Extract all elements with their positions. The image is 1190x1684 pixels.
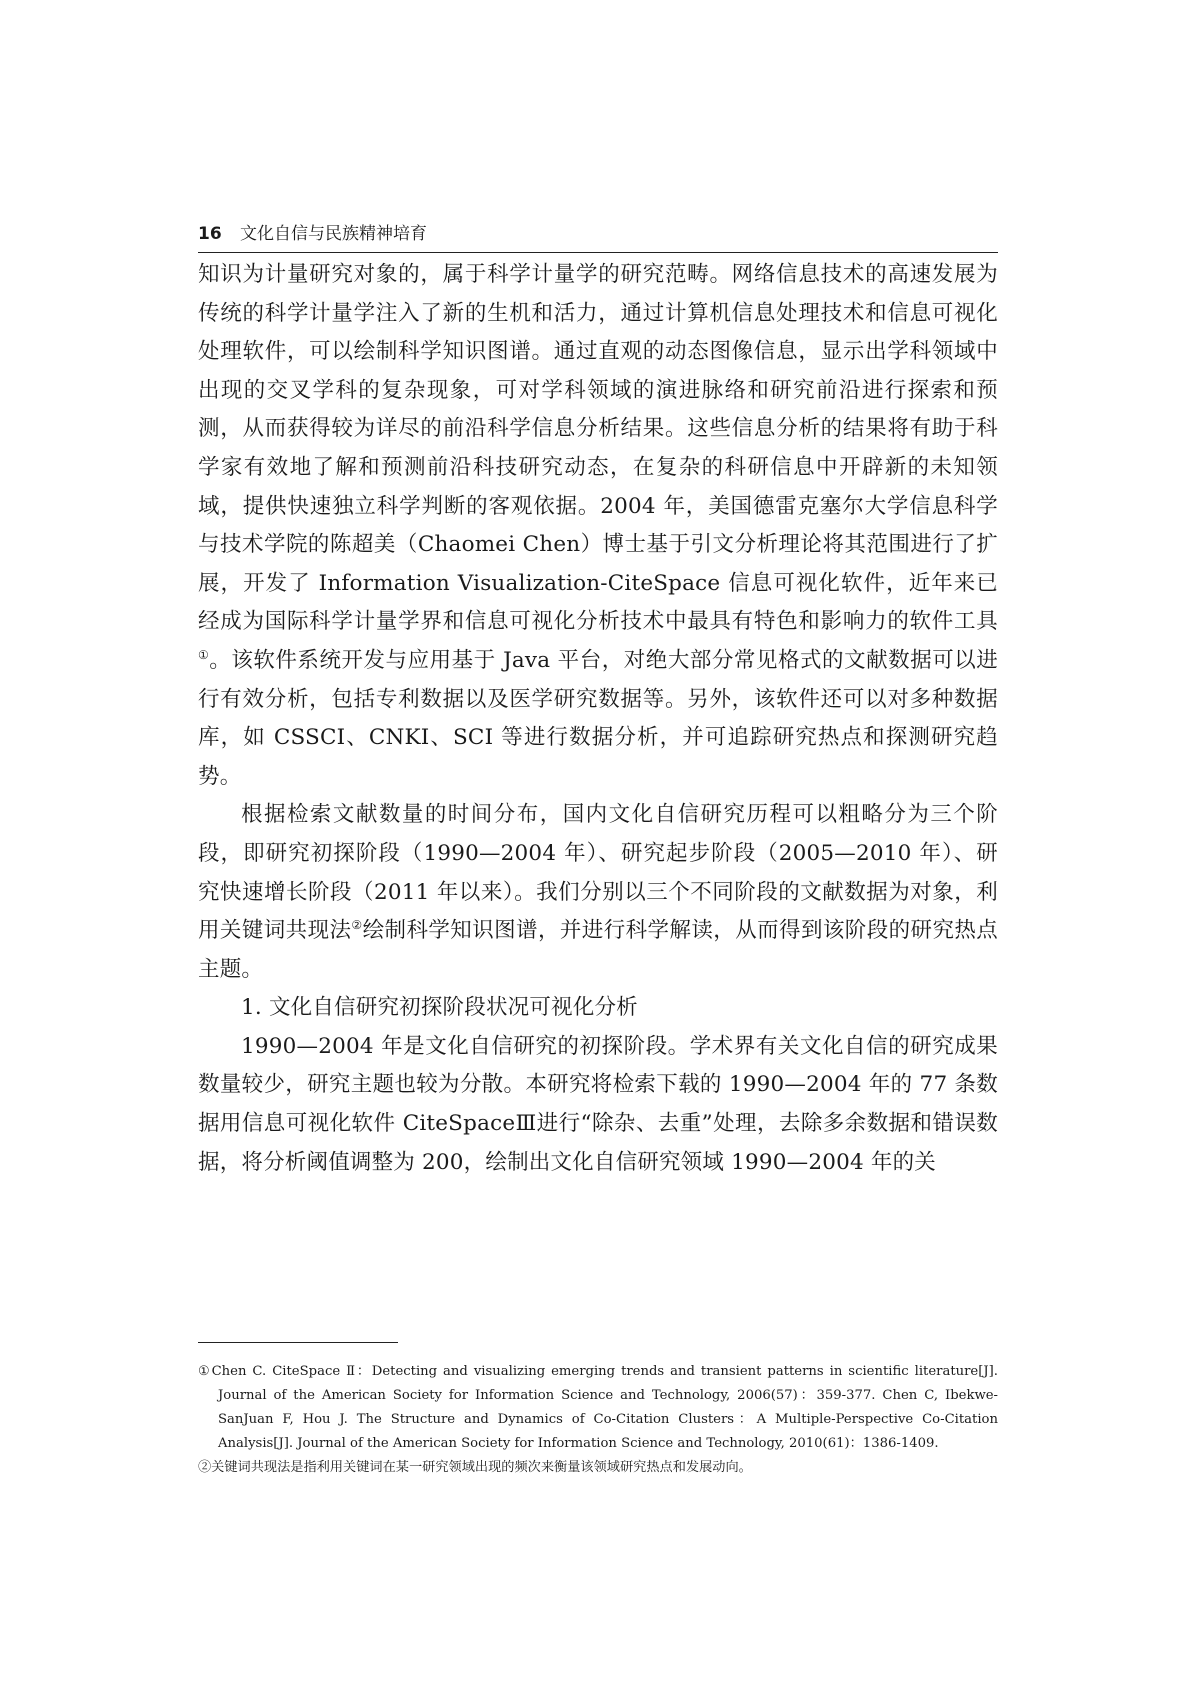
paragraph-text: 。该软件系统开发与应用基于 Java 平台，对绝大部分常见格式的文献数据可以进行有效分析，包括专利数据以及医学研究数据等。另外，该软件还可以对多种数据库，如 CSSCI、CNKI、SCI 等进行数据分析，并可追踪研究热点和探测研究趋势。 [198, 647, 998, 789]
running-header [198, 222, 998, 253]
paragraph-text: 绘制科学知识图谱，并进行科学解读，从而得到该阶段的研究热点主题。 [198, 918, 998, 982]
paragraph-text: 1990—2004 年是文化自信研究的初探阶段。学术界有关文化自信的研究成果数量较少，研究主题也较为分散。本研究将检索下载的 1990—2004 年的 77 条数据用信息可视化软件 CiteSpaceⅢ进行“除杂、去重”处理，去除多余数据和错误数据，将分析阈值调整为 200，绘制出文化自信研究领域 1990—2004 年的关 [198, 1033, 998, 1175]
paragraph-text: 根据检索文献数量的时间分布，国内文化自信研究历程可以粗略分为三个阶段，即研究初探阶段（1990—2004 年）、研究起步阶段（2005—2010 年）、研究快速增长阶段（2011 年以来）。我们分别以三个不同阶段的文献数据为对象，利用关键词共现法 [198, 802, 998, 944]
footnote-1: ①Chen C. CiteSpace Ⅱ：Detecting and visualizing emerging trends and transient patterns in scientific literature[J]. Journal of the American Society for Information Science and Technology, 2006(57)：359-377. Chen C, Ibekwe-SanJuan F, Hou J. The Structure and Dynamics of Co-Citation Clusters：A Multiple-Perspective Co-Citation Analysis[J]. Journal of the American Society for Information Science and Technology, 2010(61)：1386-1409. [198, 1364, 998, 1451]
running-title: 文化自信与民族精神培育 [240, 224, 427, 244]
footnote-2: ②关键词共现法是指利用关键词在某一研究领域出现的频次来衡量该领域研究热点和发展动向。 [198, 1460, 752, 1475]
paragraph-1 [198, 256, 998, 796]
paragraph-3 [198, 1028, 998, 1182]
page-number: 16 [198, 224, 222, 244]
paragraph-2 [198, 796, 998, 989]
body-text [198, 256, 998, 1182]
footnotes [198, 1360, 998, 1480]
section-heading-text: 1. 文化自信研究初探阶段状况可视化分析 [241, 995, 638, 1021]
footnote-divider [198, 1342, 398, 1343]
paragraph-text: 知识为计量研究对象的，属于科学计量学的研究范畴。网络信息技术的高速发展为传统的科学计量学注入了新的生机和活力，通过计算机信息处理技术和信息可视化处理软件，可以绘制科学知识图谱。通过直观的动态图像信息，显示出学科领域中出现的交叉学科的复杂现象，可对学科领域的演进脉络和研究前沿进行探索和预测，从而获得较为详尽的前沿科学信息分析结果。这些信息分析的结果将有助于科学家有效地了解和预测前沿科技研究动态，在复杂的科研信息中开辟新的未知领域，提供快速独立科学判断的客观依据。2004 年，美国德雷克塞尔大学信息科学与技术学院的陈超美（Chaomei Chen）博士基于引文分析理论将其范围进行了扩展，开发了 Information Visualization-CiteSpace 信息可视化软件，近年来已经成为国际科学计量学界和信息可视化分析技术中最具有特色和影响力的软件工具 [198, 262, 998, 635]
footnote-ref-1[interactable]: ① [198, 647, 210, 662]
footnote-ref-2[interactable]: ② [351, 917, 363, 932]
section-heading [198, 989, 998, 1028]
